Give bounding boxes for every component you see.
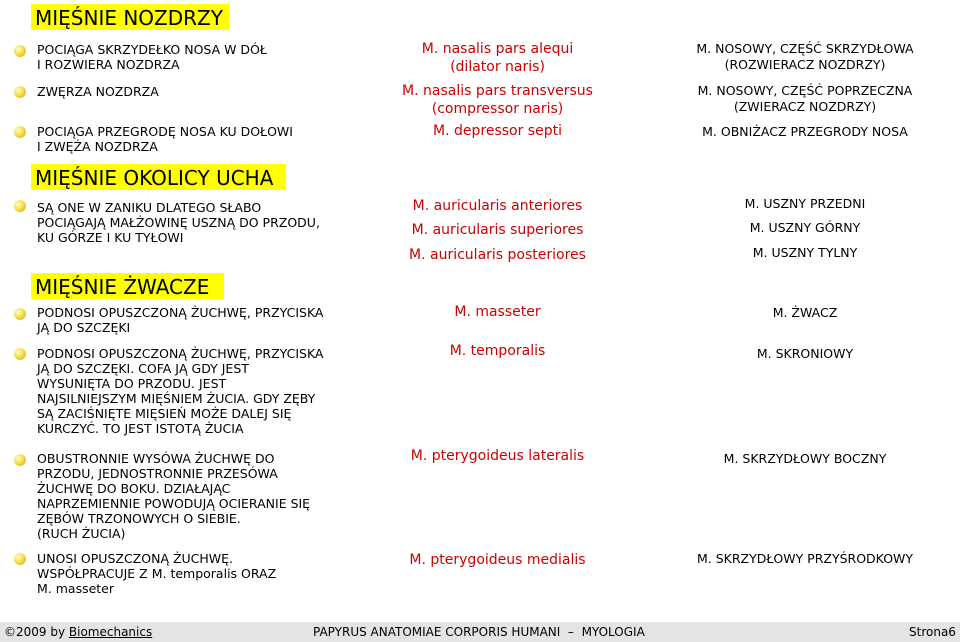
bullet-icon xyxy=(14,348,26,360)
latin-name: M. pterygoideus lateralis xyxy=(410,448,585,464)
description-text: PODNOSI OPUSZCZONĄ ŻUCHWĘ, PRZYCISKA JĄ DO SZCZĘKI. COFA JĄ GDY JEST WYSUNIĘTA DO PRZODU. JEST NAJSILNIEJSZYM MIĘŚNIEM ŻUCIA. GDY ZĘBY SĄ ZACIŚNIĘTE MIĘSIEŃ MOŻE DALEJ SIĘ KURCZYĆ. TO JEST ISTOTĄ ŻUCIA xyxy=(37,346,324,436)
description-text: ZWĘRZA NOZDRZA xyxy=(37,84,159,99)
polish-name: M. SKRZYDŁOWY BOCZNY xyxy=(723,451,887,466)
polish-name: M. USZNY PRZEDNI xyxy=(744,196,866,211)
latin-name: M. pterygoideus medialis xyxy=(409,552,586,568)
section-heading-ear: MIĘŚNIE OKOLICY UCHA xyxy=(31,164,286,190)
polish-name: M. ŻWACZ xyxy=(772,305,838,320)
bullet-icon xyxy=(14,200,26,212)
latin-name: M. nasalis pars transversus (compressor naris) xyxy=(402,83,593,117)
copyright-text: ©2009 by Biomechanics xyxy=(4,625,153,639)
section-heading-masticatory: MIĘŚNIE ŻWACZE xyxy=(31,273,224,299)
page-indicator: Strona6 xyxy=(909,625,956,639)
bullet-icon xyxy=(14,308,26,320)
description-text: OBUSTRONNIE WYSÓWA ŻUCHWĘ DO PRZODU, JEDNOSTRONNIE PRZESÓWA ŻUCHWĘ DO BOKU. DZIAŁAJĄC NAPRZEMIENNIE POWODUJĄ OCIERANIE SIĘ ZĘBÓW TRZONOWYCH O SIEBIE. (RUCH ŻUCIA) xyxy=(37,451,311,541)
bullet-icon xyxy=(14,553,26,565)
bullet-icon xyxy=(14,45,26,57)
latin-name: M. depressor septi xyxy=(433,123,562,139)
latin-name: M. nasalis pars alequi (dilator naris) xyxy=(421,41,574,75)
latin-name: M. masseter xyxy=(454,304,541,320)
polish-name: M. NOSOWY, CZĘŚĆ SKRZYDŁOWA (ROZWIERACZ NOZDRZY) xyxy=(696,41,914,72)
page-number: 6 xyxy=(948,625,956,639)
latin-name: M. temporalis xyxy=(449,343,546,359)
description-text: PODNOSI OPUSZCZONĄ ŻUCHWĘ, PRZYCISKA JĄ DO SZCZĘKI xyxy=(37,305,324,335)
latin-name: M. auricularis posteriores xyxy=(409,247,586,263)
latin-name: M. auricularis anteriores xyxy=(412,198,583,214)
polish-name: M. USZNY GÓRNY xyxy=(749,220,861,235)
description-text: POCIĄGA SKRZYDEŁKO NOSA W DÓŁ I ROZWIERA NOZDRZA xyxy=(37,42,267,72)
polish-name: M. NOSOWY, CZĘŚĆ POPRZECZNA (ZWIERACZ NOZDRZY) xyxy=(697,83,913,114)
polish-name: M. SKRZYDŁOWY PRZYŚRODKOWY xyxy=(696,551,914,566)
description-text: SĄ ONE W ZANIKU DLATEGO SŁABO POCIĄGAJĄ MAŁŻOWINĘ USZNĄ DO PRZODU, KU GÓRZE I KU TYŁOWI xyxy=(37,200,320,245)
bullet-icon xyxy=(14,86,26,98)
description-text: UNOSI OPUSZCZONĄ ŻUCHWĘ. WSPÓŁPRACUJE Z M. temporalis ORAZ M. masseter xyxy=(37,551,277,596)
author-link[interactable]: Biomechanics xyxy=(68,625,153,639)
polish-name: M. USZNY TYLNY xyxy=(752,245,858,260)
description-text: POCIĄGA PRZEGRODĘ NOSA KU DOŁOWI I ZWĘŻA NOZDRZA xyxy=(37,124,293,154)
section-heading-nose: MIĘŚNIE NOZDRZY xyxy=(31,4,229,30)
polish-name: M. OBNIŻACZ PRZEGRODY NOSA xyxy=(702,124,908,139)
bullet-icon xyxy=(14,126,26,138)
bullet-icon xyxy=(14,454,26,466)
polish-name: M. SKRONIOWY xyxy=(756,346,854,361)
latin-name: M. auricularis superiores xyxy=(411,222,584,238)
footer-title: PAPYRUS ANATOMIAE CORPORIS HUMANI – MYOLOGIA xyxy=(313,625,645,639)
footer-bar xyxy=(0,622,960,642)
